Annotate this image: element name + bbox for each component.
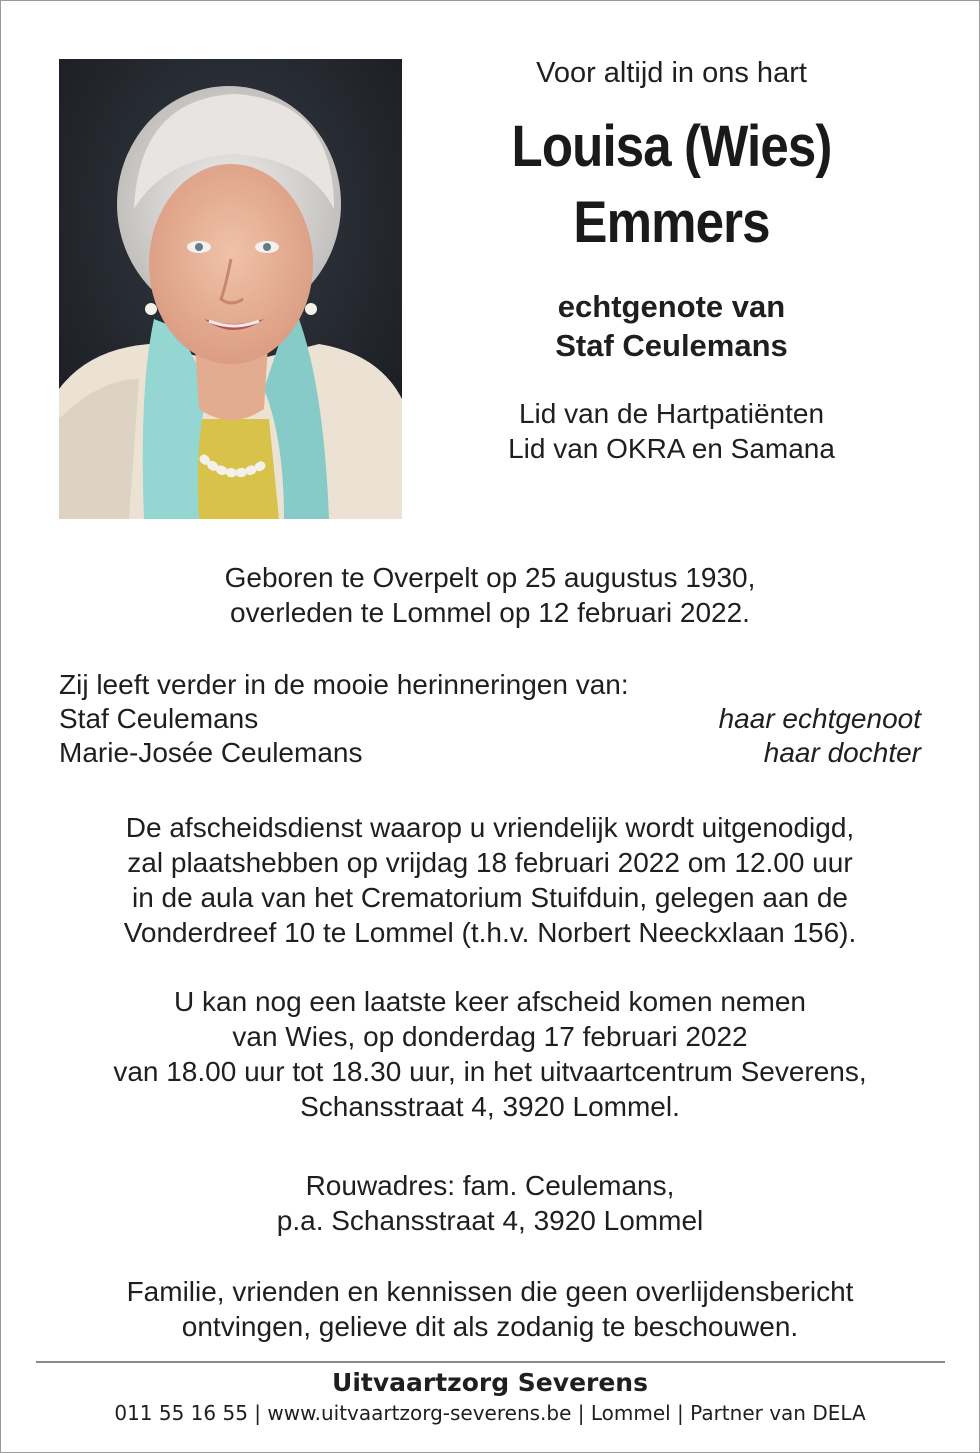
deceased-name <box>468 109 875 261</box>
survivor-name: Staf Ceulemans <box>59 703 259 734</box>
birth-death-info <box>40 560 940 630</box>
survivors-intro: Zij leeft verder in de mooie herinneringen van: <box>59 669 629 700</box>
death-line: overleden te Lommel op 12 februari 2022. <box>230 597 750 628</box>
survivor-relation: haar echtgenoot <box>718 703 921 734</box>
viewing-line: U kan nog een laatste keer afscheid komen nemen <box>174 986 806 1017</box>
survivors-section <box>59 668 921 770</box>
service-line: De afscheidsdienst waarop u vriendelijk wordt uitgenodigd, <box>125 812 855 843</box>
motto: Voor altijd in ons hart <box>536 57 807 89</box>
deceased-name-line2: Emmers <box>573 190 770 255</box>
funeral-company-contact: 011 55 16 55 | www.uitvaartzorg-severens.be | Lommel | Partner van DELA <box>114 1401 866 1425</box>
memberships <box>440 396 903 466</box>
spouse-info <box>440 287 903 365</box>
viewing-line: Schansstraat 4, 3920 Lommel. <box>300 1091 680 1122</box>
notice-line: ontvingen, gelieve dit als zodanig te beschouwen. <box>181 1311 799 1342</box>
funeral-company-name: Uitvaartzorg Severens <box>332 1368 648 1397</box>
spouse-line1: echtgenote van <box>557 289 786 324</box>
portrait-photo <box>59 59 402 519</box>
address-line: Rouwadres: fam. Ceulemans, <box>305 1170 675 1201</box>
survivor-row <box>59 702 921 736</box>
survivor-row <box>59 736 921 770</box>
service-line: in de aula van het Crematorium Stuifduin, gelegen aan de <box>131 882 849 913</box>
service-line: Vonderdreef 10 te Lommel (t.h.v. Norbert Neeckxlaan 156). <box>123 917 857 948</box>
viewing-line: van Wies, op donderdag 17 februari 2022 <box>232 1021 748 1052</box>
survivor-relation: haar dochter <box>763 737 921 768</box>
membership-line1: Lid van de Hartpatiënten <box>518 398 825 429</box>
deceased-name-line1: Louisa (Wies) <box>511 114 832 179</box>
survivor-name: Marie-Josée Ceulemans <box>59 737 363 768</box>
footer-divider <box>36 1361 945 1363</box>
viewing-line: van 18.00 uur tot 18.30 uur, in het uitvaartcentrum Severens, <box>113 1056 867 1087</box>
notice <box>40 1274 940 1344</box>
service-info <box>40 810 940 950</box>
viewing-info <box>40 984 940 1124</box>
service-line: zal plaatshebben op vrijdag 18 februari 2022 om 12.00 uur <box>127 847 853 878</box>
mourning-address <box>40 1168 940 1238</box>
spouse-line2: Staf Ceulemans <box>555 328 788 363</box>
birth-line: Geboren te Overpelt op 25 augustus 1930, <box>224 562 756 593</box>
membership-line2: Lid van OKRA en Samana <box>508 433 835 464</box>
notice-line: Familie, vrienden en kennissen die geen overlijdensbericht <box>126 1276 854 1307</box>
header-block <box>440 50 903 466</box>
address-line: p.a. Schansstraat 4, 3920 Lommel <box>276 1205 704 1236</box>
